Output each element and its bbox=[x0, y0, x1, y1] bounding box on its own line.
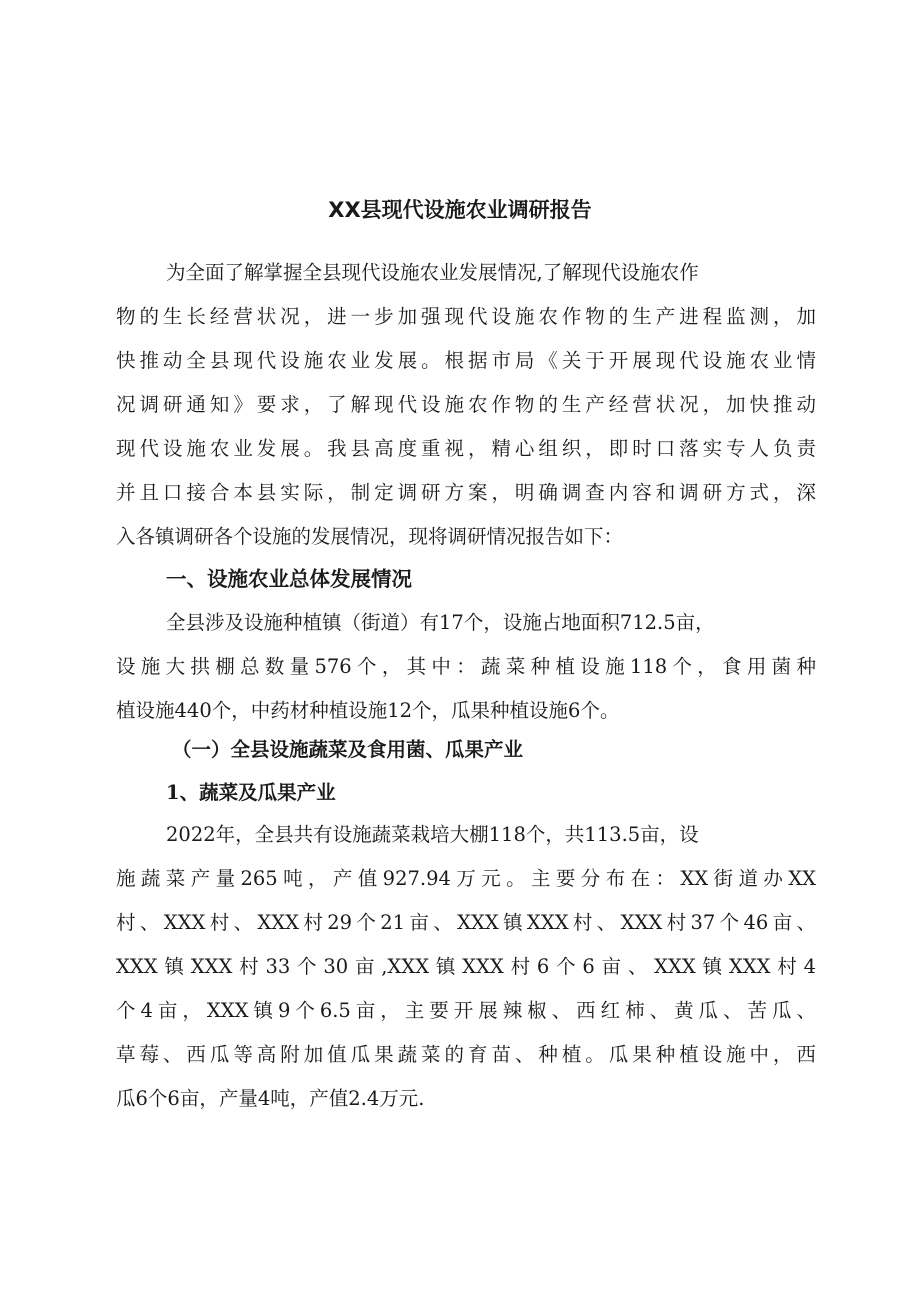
intro-line: 入各镇调研各个设施的发展情况，现将调研情况报告如下： bbox=[116, 525, 624, 548]
item-line: 村、XXX村、XXX村29个21亩、XXX镇XXX村、XXX村37个46亩、 bbox=[116, 911, 816, 934]
item-line: 个4亩，XXX镇9个6.5亩，主要开展辣椒、西红柿、黄瓜、苦瓜、 bbox=[116, 999, 816, 1022]
intro-line: 现代设施农业发展。我县高度重视，精心组织，即时口落实专人负责 bbox=[116, 437, 816, 460]
section-line: 全县涉及设施种植镇（街道）有17个，设施占地面积712.5亩， bbox=[166, 611, 715, 634]
section-line: 植设施440个，中药材种植设施12个，瓜果种植设施6个。 bbox=[116, 699, 620, 722]
item-line: XXX镇XXX村33个30亩,XXX镇XXX村6个6亩、XXX镇XXX村4 bbox=[116, 955, 816, 978]
intro-line: 并且口接合本县实际，制定调研方案，明确调查内容和调研方式，深 bbox=[116, 481, 816, 504]
report-title: XX县现代设施农业调研报告 bbox=[328, 198, 592, 222]
item-line: 瓜6个6亩，产量4吨，产值2.4万元. bbox=[116, 1087, 425, 1110]
subsection-heading: （一）全县设施蔬菜及食用菌、瓜果产业 bbox=[172, 738, 524, 761]
item-heading: 1、蔬菜及瓜果产业 bbox=[166, 781, 336, 804]
item-line: 草莓、西瓜等高附加值瓜果蔬菜的育苗、种植。瓜果种植设施中，西 bbox=[116, 1043, 816, 1066]
section-heading: 一、设施农业总体发展情况 bbox=[166, 567, 412, 591]
intro-line: 为全面了解掌握全县现代设施农业发展情况,了解现代设施农作 bbox=[166, 261, 699, 284]
intro-line: 况调研通知》要求，了解现代设施农作物的生产经营状况，加快推动 bbox=[116, 393, 816, 416]
section-line: 设施大拱棚总数量576个，其中：蔬菜种植设施118个，食用菌种 bbox=[116, 655, 816, 678]
intro-line: 快推动全县现代设施农业发展。根据市局《关于开展现代设施农业情 bbox=[116, 349, 816, 372]
item-line: 2022年，全县共有设施蔬菜栽培大棚118个，共113.5亩，设 bbox=[166, 823, 699, 846]
intro-line: 物的生长经营状况，进一步加强现代设施农作物的生产进程监测，加 bbox=[116, 305, 816, 328]
item-line: 施蔬菜产量265吨，产值927.94万元。主要分布在：XX街道办XX bbox=[116, 867, 816, 890]
